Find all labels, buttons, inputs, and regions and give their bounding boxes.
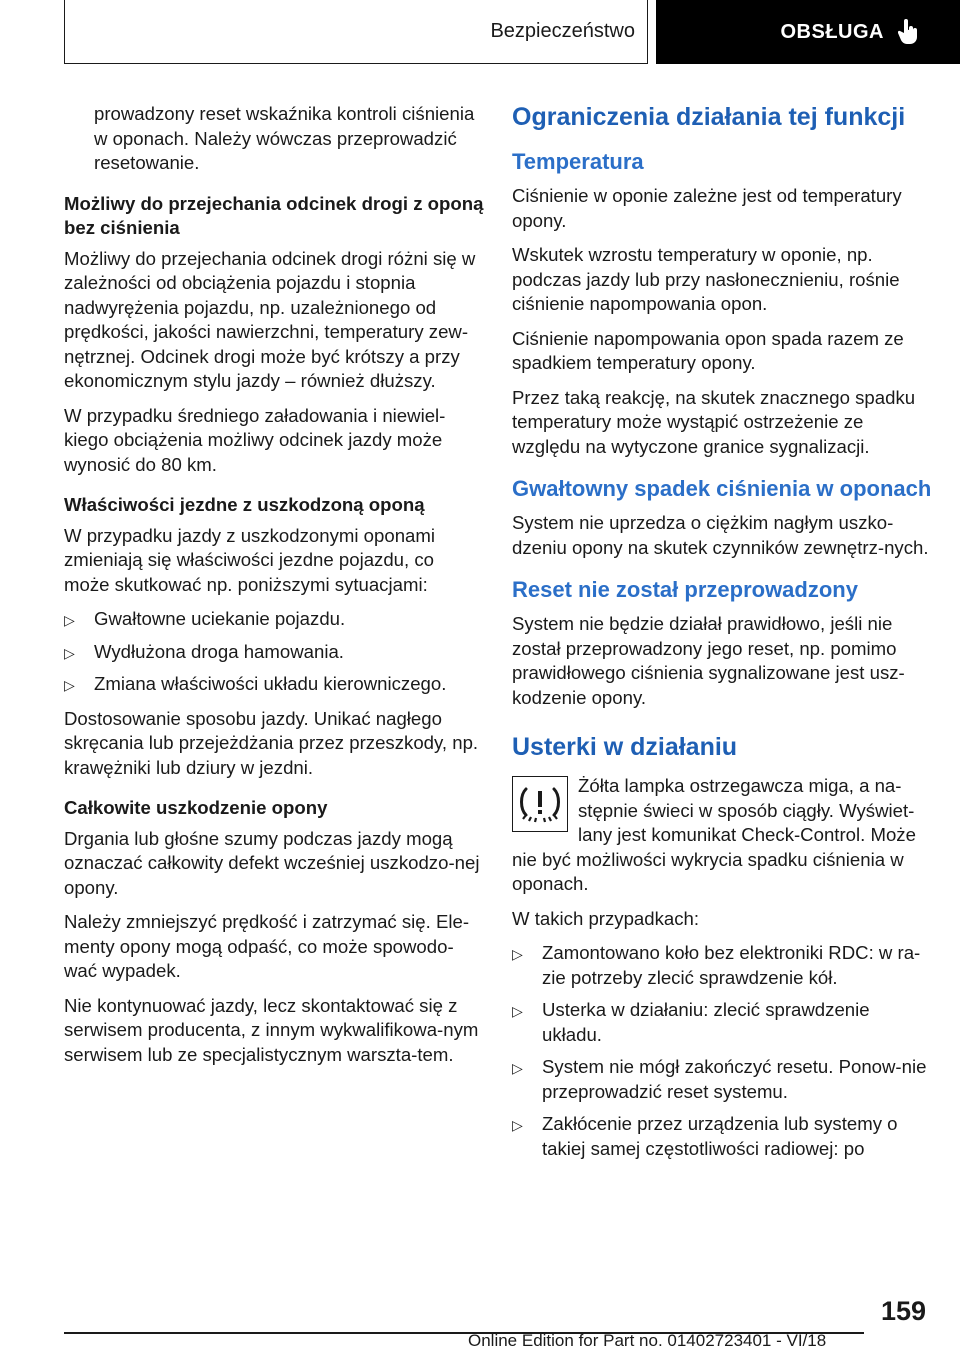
list-item: ▷ Wydłużona droga hamowania. — [64, 640, 484, 665]
paragraph-range-1: Możliwy do przejechania odcinek drogi różni się w zależności od obciążenia pojazdu i stopnia nadwyrężenia pojazdu, np. uzależnionego od prędkości, jakości nawierzchni, temperatury zew-nętrznej. Odcinek drogi może być krótszy a przy ekonomicznym stylu jazdy – również dłuższy. — [64, 247, 476, 391]
paragraph-faults: Żółta lampka ostrzegawcza miga, a na-stępnie świeci w sposób ciągły. Wyświet-lany jest komunikat Check-Control. Może nie być możliwości wykrycia spadku ciśnienia w oponach. — [512, 775, 916, 894]
heading-range: Możliwy do przejechania odcinek drogi z oponą bez ciśnienia — [64, 192, 484, 238]
paragraph-pressure-drop: System nie uprzedza o ciężkim nagłym uszko-dzeniu opony na skutek czynników zewnętrz-nych. — [512, 512, 929, 558]
heading-temperature: Temperatura — [512, 149, 644, 174]
page-number: 159 — [880, 1296, 926, 1326]
cases-bullet-list — [512, 941, 932, 1161]
paragraph-range-2: W przypadku średniego załadowania i niewiel-kiego obciążenia możliwy odcinek jazdy może wynosić do 80 km. — [64, 404, 446, 475]
chapter-label: OBSŁUGA — [780, 20, 884, 43]
triangle-bullet-icon: ▷ — [64, 677, 75, 693]
paragraph-temp-4: Przez taką reakcję, na skutek znacznego spadku temperatury może wystąpić ostrzeżenie ze względu na wytyczone granice sygnalizacji. — [512, 386, 916, 457]
footer-edition: Online Edition for Part no. 01402723401 - VI/18 — [468, 1331, 827, 1350]
triangle-bullet-icon: ▷ — [512, 1003, 523, 1019]
triangle-bullet-icon: ▷ — [512, 1060, 523, 1076]
triangle-bullet-icon: ▷ — [512, 1117, 523, 1133]
heading-faults: Usterki w działaniu — [512, 733, 738, 761]
list-item: ▷ Zamontowano koło bez elektroniki RDC: w ra-zie potrzeby zlecić sprawdzenie kół. — [512, 942, 921, 988]
paragraph-damage-3: Nie kontynuować jazdy, lecz skontaktować się z serwisem producenta, z innym wykwalifikowa-nym serwisem lub ze specjalistycznym warszta-tem. — [64, 994, 479, 1065]
triangle-bullet-icon: ▷ — [64, 644, 75, 661]
paragraph-cases: W takich przypadkach: — [512, 907, 700, 929]
paragraph-damage-1: Drgania lub głośne szumy podczas jazdy mogą oznaczać całkowity defekt wcześniej uszkodzo-nej opony. — [64, 827, 480, 898]
paragraph-driving: W przypadku jazdy z uszkodzonymi oponami zmieniają się właściwości jezdne pojazdu, co może skutkować np. poniższymi sytuacjami: — [64, 524, 436, 595]
paragraph-temp-2: Wskutek wzrostu temperatury w oponie, np. podczas jazdy lub przy nasłonecznieniu, rośnie ciśnienie napompowania opon. — [512, 244, 900, 314]
header-section-title — [64, 0, 648, 64]
list-item: ▷ Usterka w działaniu: zlecić sprawdzenie układu. — [512, 999, 870, 1045]
paragraph-temp-3: Ciśnienie napompowania opon spada razem ze spadkiem temperatury opony. — [512, 327, 904, 373]
left-column — [64, 102, 484, 1077]
heading-damage: Całkowite uszkodzenie opony — [64, 797, 328, 818]
paragraph-temp-1: Ciśnienie w oponie zależne jest od temperatury opony. — [512, 185, 902, 231]
list-item: ▷ Zakłócenie przez urządzenia lub systemy o takiej samej częstotliwości radiowej: po — [512, 1113, 898, 1159]
paragraph-damage-2: Należy zmniejszyć prędkość i zatrzymać się. Ele-menty opony mogą odpaść, co może spowodo-wać wypadek. — [64, 911, 470, 981]
section-title: Bezpieczeństwo — [490, 20, 635, 42]
triangle-bullet-icon: ▷ — [512, 946, 523, 962]
triangle-bullet-icon: ▷ — [64, 612, 75, 628]
heading-limits: Ograniczenia działania tej funkcji — [512, 103, 906, 131]
list-item: ▷ Gwałtowne uciekanie pojazdu. — [64, 607, 484, 632]
faults-block — [512, 774, 932, 907]
list-item: ▷ System nie mógł zakończyć resetu. Ponow-nie przeprowadzić reset systemu. — [512, 1056, 927, 1102]
paragraph-reset: System nie będzie działał prawidłowo, jeśli nie został przeprowadzony jego reset, np. pomimo prawidłowego ciśnienia sygnalizowane jest usz-kodzenie opony. — [512, 613, 905, 708]
list-item: ▷ Zmiana właściwości układu kierowniczego. — [64, 672, 484, 697]
right-column — [512, 102, 932, 1171]
chapter-tab — [656, 0, 960, 64]
heading-driving: Właściwości jezdne z uszkodzoną oponą — [64, 494, 425, 515]
paragraph-adjust: Dostosowanie sposobu jazdy. Unikać nagłego skręcania lub przejeżdżania przez przeszkody, np. krawężniki lub dziury w jezdni. — [64, 707, 479, 778]
hand-pointer-icon — [898, 19, 920, 45]
heading-pressure-drop: Gwałtowny spadek ciśnienia w oponach — [512, 476, 932, 501]
heading-reset: Reset nie został przeprowadzony — [512, 577, 858, 602]
intro-paragraph: prowadzony reset wskaźnika kontroli ciśnienia w oponach. Należy wówczas przeprowadzić resetowanie. — [94, 103, 475, 173]
driving-bullet-list — [64, 607, 484, 697]
tire-pressure-warning-icon — [512, 776, 568, 832]
